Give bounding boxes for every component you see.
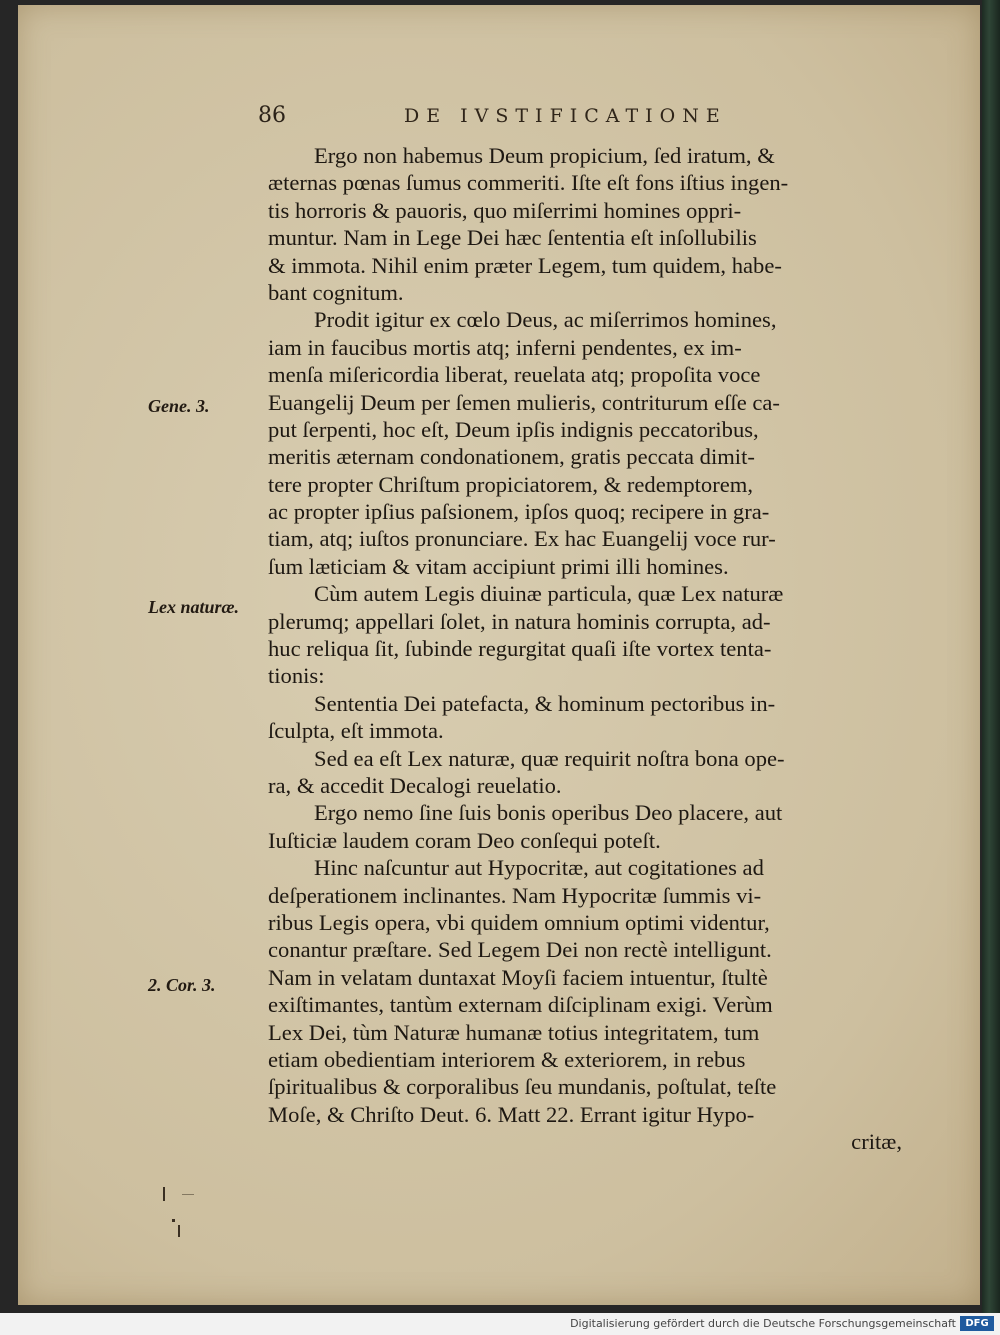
dfg-logo: DFG (960, 1316, 994, 1331)
text-line: Lex Dei, tùm Naturæ humanæ totius integritatem, tum (268, 1019, 760, 1045)
text-line: etiam obedientiam interiorem & exteriorem, in rebus (268, 1046, 746, 1072)
text-line: plerumq; appellari ſolet, in natura hominis corrupta, ad- (268, 608, 771, 634)
text-line: ſum læticiam & vitam accipiunt primi illi homines. (268, 553, 729, 579)
text-line: tis horroris & pauoris, quo miſerrimi homines oppri- (268, 197, 742, 223)
text-line: Ergo non habemus Deum propicium, ſed iratum, & (314, 143, 775, 168)
margin-note-corinthians: 2. Cor. 3. (148, 975, 216, 995)
text-line: ſpiritualibus & corporalibus ſeu mundanis, poſtulat, teſte (268, 1074, 777, 1100)
text-line: Iuſticiæ laudem coram Deo conſequi poteſt. (268, 827, 661, 853)
text-line: huc reliqua ſit, ſubinde regurgitat quaſi iſte vortex tenta- (268, 636, 772, 662)
catchword: critæ, (851, 1129, 902, 1155)
text-line: ribus Legis opera, vbi quidem omnium optimi videntur, (268, 909, 770, 935)
text-line: put ſerpenti, hoc eſt, Deum ipſis indignis peccatoribus, (268, 416, 759, 442)
text-line: Euangelij Deum per ſemen mulieris, contriturum eſſe ca- (268, 389, 780, 415)
text-line: iam in faucibus mortis atq; inferni pendentes, ex im- (268, 334, 742, 360)
text-line: menſa miſericordia liberat, reuelata atq; propoſita voce (268, 362, 761, 388)
text-line: Moſe, & Chriſto Deut. 6. Matt 22. Errant igitur Hypo- (268, 1101, 755, 1127)
body-text (268, 142, 908, 1155)
text-line: deſperationem inclinantes. Nam Hypocritæ ſummis vi- (268, 882, 762, 908)
book-cover-edge (982, 0, 1000, 1313)
text-line: æternas pœnas ſumus commeriti. Iſte eſt fons iſtius ingen- (268, 170, 789, 196)
margin-note-lex-naturae: Lex naturæ. (148, 597, 240, 617)
text-line: bant cognitum. (268, 279, 404, 305)
text-line: tiam, atq; iuſtos pronunciare. Ex hac Euangelij voce rur- (268, 526, 776, 552)
page-number: 86 (258, 103, 286, 128)
text-line: meritis æternam condonationem, gratis peccata dimit- (268, 444, 755, 470)
text-line: ac propter ipſius paſsionem, ipſos quoq; recipere in gra- (268, 499, 770, 525)
text-line: tere propter Chriſtum propiciatorem, & redemptorem, (268, 471, 753, 497)
text-line: & immota. Nihil enim præter Legem, tum quidem, habe- (268, 252, 782, 278)
text-line: ra, & accedit Decalogi reuelatio. (268, 772, 562, 798)
text-line: ſculpta, eſt immota. (268, 718, 444, 744)
text-line: Cùm autem Legis diuinæ particula, quæ Lex naturæ (314, 581, 784, 607)
ink-marks (160, 1185, 220, 1265)
text-line: Prodit igitur ex cœlo Deus, ac miſerrimos homines, (314, 307, 777, 333)
text-line: muntur. Nam in Lege Dei hæc ſententia eſt inſollubilis (268, 225, 757, 251)
digitization-footer (0, 1313, 1000, 1335)
text-line: Sed ea eſt Lex naturæ, quæ requirit noſtra bona ope- (314, 745, 785, 771)
text-line: Sententia Dei patefacta, & hominum pectoribus in- (314, 690, 776, 716)
footer-credit: Digitalisierung gefördert durch die Deutsche Forschungsgemeinschaft (570, 1317, 956, 1330)
text-line: tionis: (268, 663, 325, 689)
margin-note-gene: Gene. 3. (148, 396, 210, 416)
text-line: Ergo nemo ſine ſuis bonis operibus Deo placere, aut (314, 800, 783, 826)
running-head-title: DE IVSTIFICATIONE (404, 105, 727, 127)
text-line: Hinc naſcuntur aut Hypocritæ, aut cogitationes ad (314, 855, 764, 881)
text-line: exiſtimantes, tantùm externam diſciplinam exigi. Verùm (268, 992, 773, 1018)
text-line: Nam in velatam duntaxat Moyſi faciem intuentur, ſtultè (268, 964, 768, 990)
text-line: conantur præſtare. Sed Legem Dei non rectè intelligunt. (268, 937, 772, 963)
